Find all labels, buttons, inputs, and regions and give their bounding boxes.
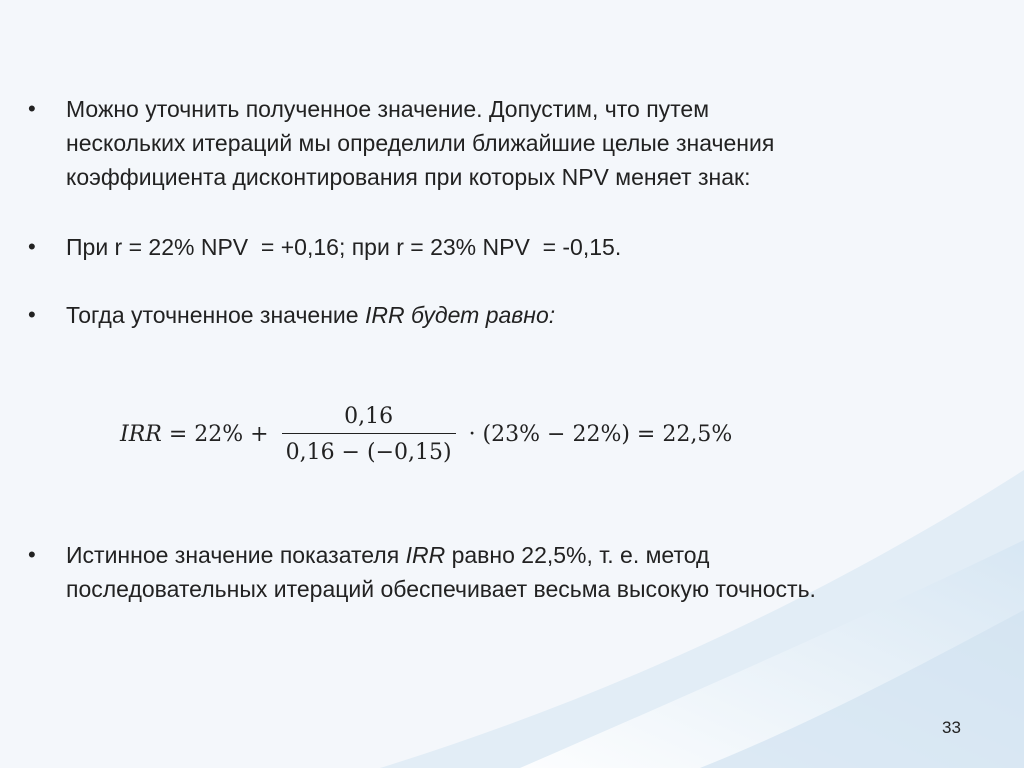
bullet-dot-icon: •: [28, 302, 36, 327]
bullet-line: При r = 22% NPV = +0,16; при r = 23% NPV = -0,15.: [66, 234, 622, 260]
bullet-text: [66, 92, 1006, 194]
formula-eq1: = 22% +: [161, 421, 276, 447]
bullet-text-plain: Тогда уточненное значение: [66, 302, 365, 328]
formula-rhs: · (23% − 22%) = 22,5%: [461, 421, 733, 447]
bullet-line: [66, 298, 1006, 332]
formula-denominator: 0,16 − (−0,15): [282, 433, 456, 465]
irr-formula: [120, 394, 732, 474]
bullet-text: [66, 538, 1006, 606]
bullet-text-plain: равно 22,5%, т. е. метод: [445, 542, 710, 568]
bullet-dot-icon: •: [28, 234, 36, 259]
page-number: 33: [942, 718, 961, 737]
bullet-line: [66, 538, 1006, 572]
bullet-text: [66, 298, 1006, 332]
bullet-text-italic: IRR будет равно:: [364, 302, 556, 328]
bullet-text: [66, 230, 1006, 264]
formula-fraction: [282, 404, 456, 465]
bullet-text-plain: Истинное значение показателя: [66, 542, 406, 568]
bullet-line: коэффициента дисконтирования при которых NPV меняет знак:: [66, 164, 751, 190]
bullet-line: Можно уточнить полученное значение. Допустим, что путем: [66, 96, 710, 122]
bullet-line: последовательных итераций обеспечивает весьма высокую точность.: [66, 576, 816, 602]
bullet-dot-icon: •: [28, 96, 36, 121]
formula-numerator: 0,16: [344, 403, 394, 429]
bullet-text-italic: IRR: [405, 542, 446, 568]
bullet-line: нескольких итераций мы определили ближайшие целые значения: [66, 130, 775, 156]
formula-lhs: IRR: [120, 421, 162, 447]
bullet-dot-icon: •: [28, 542, 36, 567]
